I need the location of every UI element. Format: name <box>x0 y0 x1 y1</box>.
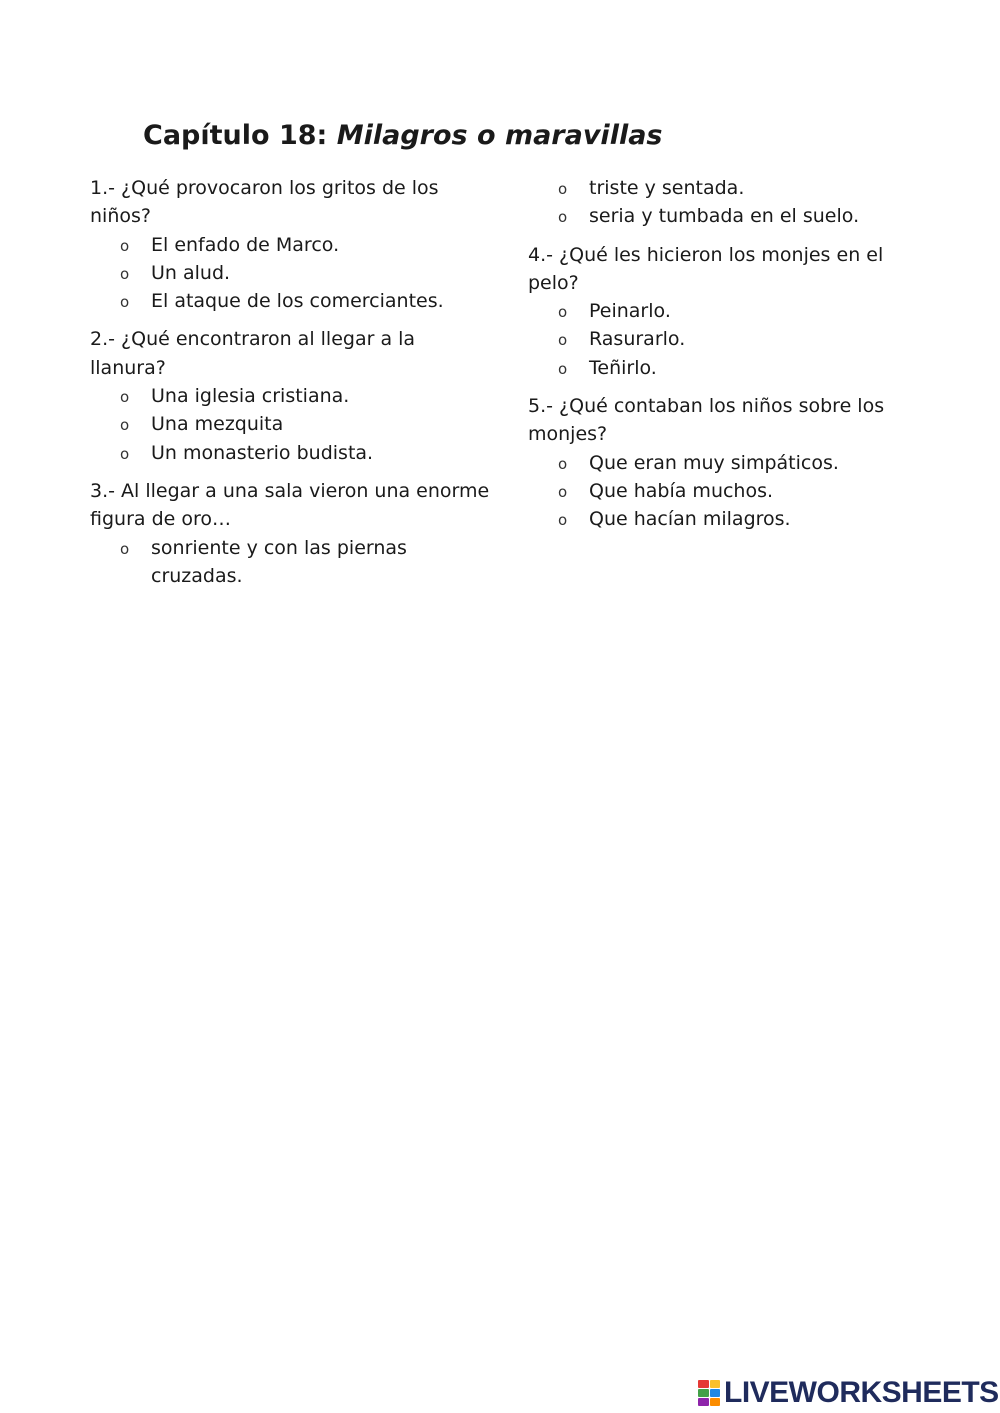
option[interactable] <box>90 287 490 315</box>
bullet-circle-icon: o <box>558 180 568 198</box>
bullet-circle-icon: o <box>120 444 130 463</box>
question-3-options-part1 <box>90 534 490 591</box>
bullet-circle-icon: o <box>120 236 130 255</box>
option[interactable] <box>528 449 928 477</box>
question-5-options <box>528 449 928 534</box>
question-4: 4.- ¿Qué les hicieron los monjes en el pelo? <box>528 243 884 294</box>
bullet-circle-icon: o <box>120 416 130 435</box>
option-label: Que hacían milagros. <box>589 508 791 531</box>
right-column <box>528 174 928 544</box>
option[interactable] <box>528 325 928 353</box>
option[interactable] <box>528 477 928 505</box>
option-label: Una iglesia cristiana. <box>151 385 350 408</box>
question-3: 3.- Al llegar a una sala vieron una enorme figura de oro… <box>90 479 490 531</box>
bullet-circle-icon: o <box>558 454 568 473</box>
question-3-options-part2 <box>528 174 928 231</box>
bullet-circle-icon: o <box>120 539 130 558</box>
logo-block <box>710 1398 721 1406</box>
option[interactable] <box>528 202 928 230</box>
option-label: El enfado de Marco. <box>151 233 340 256</box>
bullet-circle-icon: o <box>120 293 130 312</box>
logo-block <box>698 1389 709 1397</box>
logo-block <box>698 1398 709 1406</box>
bullet-circle-icon: o <box>558 331 568 350</box>
question-4-options <box>528 297 928 382</box>
option-label: Peinarlo. <box>589 300 671 323</box>
bullet-circle-icon: o <box>558 511 568 530</box>
option[interactable] <box>90 231 490 259</box>
option-label: El ataque de los comerciantes. <box>151 290 444 313</box>
option-label: triste y sentada. <box>589 177 745 199</box>
option-label: Que había muchos. <box>589 479 774 502</box>
logo-block <box>710 1380 721 1388</box>
question-5: 5.- ¿Qué contaban los niños sobre los monjes? <box>528 395 885 446</box>
liveworksheets-logo <box>698 1377 999 1409</box>
option-label: Teñirlo. <box>589 356 657 379</box>
option-label: Una mezquita <box>151 413 284 436</box>
logo-text: LIVEWORKSHEETS <box>724 1376 999 1409</box>
question-1-options <box>90 231 490 316</box>
question-1: 1.- ¿Qué provocaron los gritos de los niños? <box>90 177 439 228</box>
title-chapter-name: Milagros o maravillas <box>336 120 663 151</box>
option-label: Que eran muy simpáticos. <box>589 451 839 474</box>
option[interactable] <box>90 259 490 287</box>
option-label: Un alud. <box>151 261 231 284</box>
option[interactable] <box>528 505 928 533</box>
bullet-circle-icon: o <box>120 264 130 283</box>
bullet-circle-icon: o <box>558 359 568 378</box>
page-title <box>143 118 663 154</box>
title-prefix: Capítulo 18: <box>143 120 337 151</box>
option-label: seria y tumbada en el suelo. <box>589 205 860 228</box>
logo-block <box>710 1389 721 1397</box>
option-label: Un monasterio budista. <box>151 441 374 464</box>
option-label: Rasurarlo. <box>589 328 686 351</box>
question-2: 2.- ¿Qué encontraron al llegar a la llanura? <box>90 328 416 379</box>
left-column <box>90 174 490 600</box>
option[interactable] <box>90 382 490 410</box>
option[interactable] <box>90 534 490 591</box>
bullet-circle-icon: o <box>558 208 568 227</box>
logo-blocks-icon <box>698 1380 720 1406</box>
option[interactable] <box>90 439 490 467</box>
option[interactable] <box>528 174 928 202</box>
question-2-options <box>90 382 490 467</box>
logo-block <box>698 1380 709 1388</box>
bullet-circle-icon: o <box>558 482 568 501</box>
bullet-circle-icon: o <box>120 388 130 407</box>
option[interactable] <box>90 410 490 438</box>
option-label: sonriente y con las piernas cruzadas. <box>151 536 407 587</box>
option[interactable] <box>528 297 928 325</box>
bullet-circle-icon: o <box>558 303 568 322</box>
option[interactable] <box>528 354 928 382</box>
